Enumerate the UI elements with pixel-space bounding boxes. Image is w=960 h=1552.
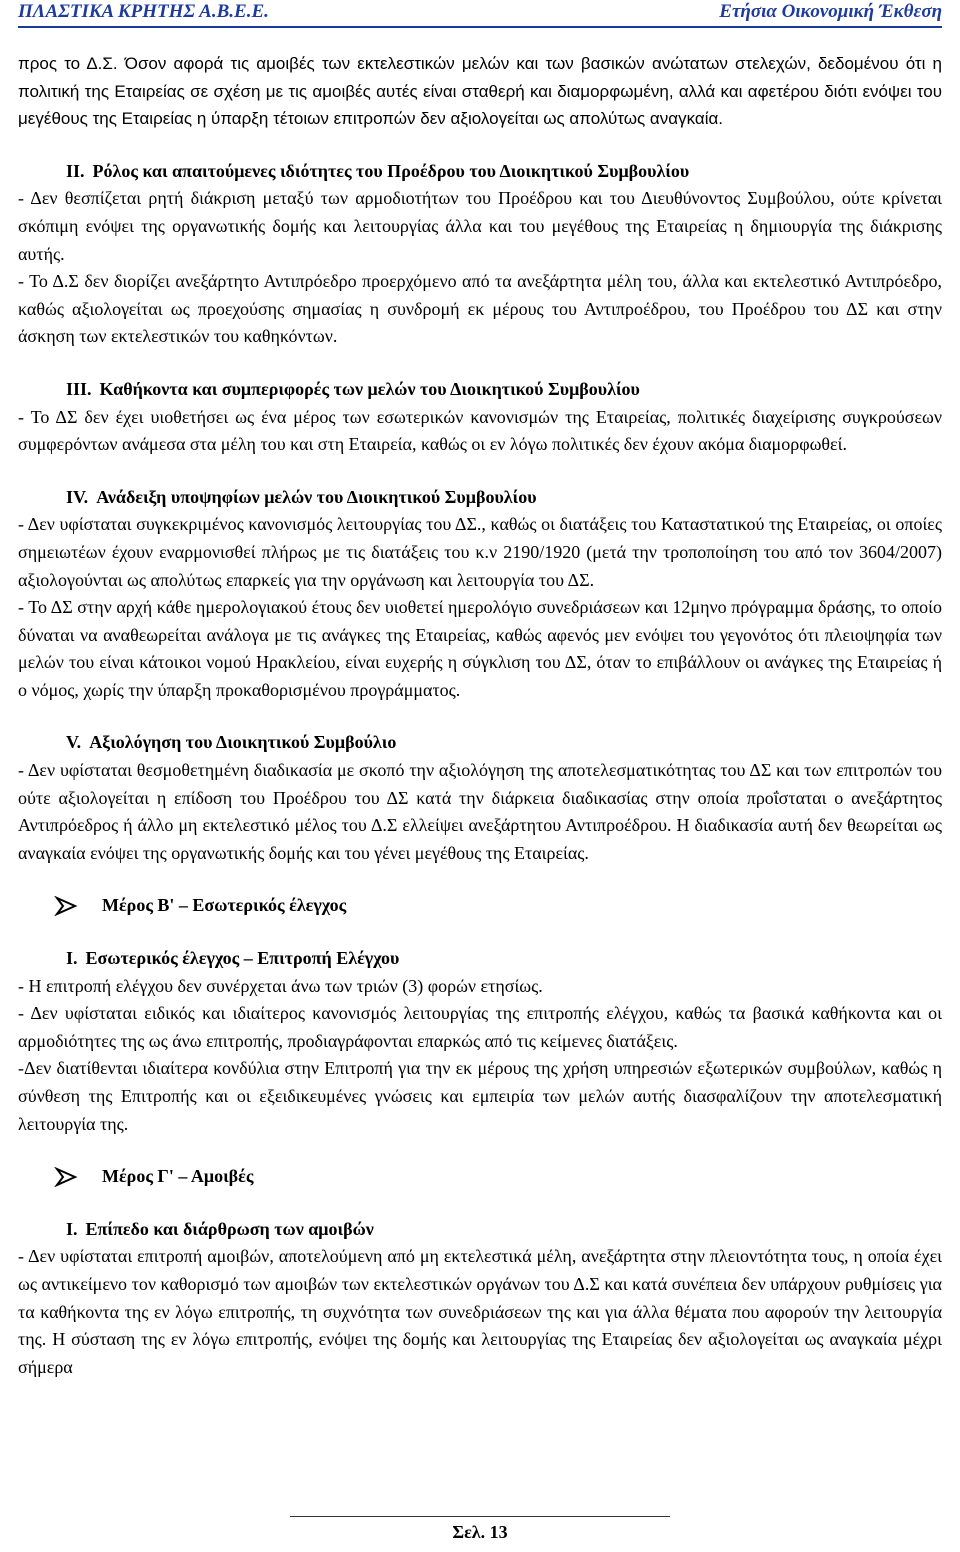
section-number: IV. [66, 486, 89, 507]
paragraph: - Δεν θεσπίζεται ρητή διάκριση μεταξύ των αρμοδιοτήτων του Προέδρου και του Διευθύνοντος Συμβούλου, ούτε κρίνεται σκόπιμη ενόψει της οργανωτικής δομής και λειτουργίας άλλα και του μεγέθους της Εταιρείας η δημιουργία της διάκρισης αυτής. [18, 188, 942, 264]
paragraph: - Το ΔΣ στην αρχή κάθε ημερολογιακού έτους δεν υιοθετεί ημερολόγιο συνεδριάσεων και 12μηνο πρόγραμμα δράσης, το οποίο δύναται να αναθεωρείται ανάλογα με τις ανάγκες της Εταιρείας, καθώς αφενός μεν ενόψει του γεγονότος ότι πλειοψηφία των μελών του είναι κάτοικοι νομού Ηρακλείου, είναι ευχερής η σύγκλιση του ΔΣ, όταν το επιβάλλουν οι ανάγκες της Εταιρείας ή ο νόμος, χωρίς την ύπαρξη προκαθορισμένου προγράμματος. [18, 597, 942, 700]
section-b-i [18, 945, 942, 1138]
section-heading [66, 158, 942, 186]
section-v [18, 729, 942, 867]
section-number: I. [66, 948, 78, 969]
section-iii [18, 376, 942, 459]
section-iv [18, 484, 942, 705]
section-number: V. [66, 732, 82, 753]
arrowhead-bullet-icon [54, 896, 78, 916]
footer-divider [290, 1516, 670, 1517]
part-title: Μέρος Γ' – Αμοιβές [102, 1166, 254, 1187]
page-footer [0, 1510, 960, 1552]
section-title: Ανάδειξη υποψηφίων μελών του Διοικητικού Συμβουλίου [96, 486, 537, 507]
section-heading [66, 729, 942, 757]
paragraph: - Το ΔΣ δεν έχει υιοθετήσει ως ένα μέρος των εσωτερικών κανονισμών της Εταιρείας, πολιτικές διαχείρισης συγκρούσεων συμφερόντων ανάμεσα στα μέλη του και στη Εταιρεία, καθώς οι εν λόγω πολιτικές δεν έχουν ακόμα διαμορφωθεί. [18, 406, 942, 455]
paragraph: - Δεν υφίσταται ειδικός και ιδιαίτερος κανονισμός λειτουργίας της επιτροπής ελέγχου, καθώς τα βασικά καθήκοντα και οι αρμοδιότητες της ως άνω επιτροπής, προδιαγράφονται επαρκώς από τις κείμενες διατάξεις. [18, 1003, 942, 1051]
part-title: Μέρος Β' – Εσωτερικός έλεγχος [102, 895, 347, 916]
section-title: Αξιολόγηση του Διοικητικού Συμβούλιο [89, 732, 397, 753]
section-c-i [18, 1216, 942, 1382]
page-number: Σελ. 13 [452, 1522, 508, 1542]
section-title: Ρόλος και απαιτούμενες ιδιότητες του Προέδρου του Διοικητικού Συμβουλίου [92, 160, 690, 181]
report-title: Ετήσια Οικονομική Έκθεση [719, 1, 942, 22]
section-heading [66, 1216, 942, 1244]
company-name: ΠΛΑΣΤΙΚΑ ΚΡΗΤΗΣ Α.Β.Ε.Ε. [18, 1, 269, 22]
arrowhead-bullet-icon [54, 1167, 78, 1187]
section-heading [66, 945, 942, 973]
section-title: Επίπεδο και διάρθρωση των αμοιβών [85, 1218, 374, 1239]
section-ii [18, 158, 942, 351]
section-title: Εσωτερικός έλεγχος – Επιτροπή Ελέγχου [85, 948, 400, 969]
section-heading [66, 376, 942, 404]
section-heading [66, 484, 942, 512]
part-b-title [54, 892, 942, 920]
section-title: Καθήκοντα και συμπεριφορές των μελών του Διοικητικού Συμβουλίου [99, 378, 640, 399]
paragraph: - Δεν υφίσταται επιτροπή αμοιβών, αποτελούμενη από μη εκτελεστικά μέλη, ανεξάρτητα στην πλειοντότητα τους, η οποία έχει ως αντικείμενο τον καθορισμό των αμοιβών των εκτελεστικών οργάνων του Δ.Σ και κατά συνέπεια δεν υπάρχουν ρυθμίσεις για τα καθήκοντα της εν λόγω επιτροπής, τη συχνότητα των συνεδριάσεων της και για άλλα θέματα που αφορούν την λειτουργία της. Η σύσταση της εν λόγω επιτροπής, ενόψει της δομής και λειτουργίας της Εταιρείας δεν αξιολογείται ως αναγκαία μέχρι σήμερα [18, 1246, 942, 1377]
part-c-title [54, 1163, 942, 1191]
paragraph: - Το Δ.Σ δεν διορίζει ανεξάρτητο Αντιπρόεδρο προερχόμενο από τα ανεξάρτητα μέλη του, άλλα και εκτελεστικό Αντιπρόεδρο, καθώς αξιολογείται ως προεχούσης σημασίας η συνδρομή εκ μέρους του Αντιπροέδρου, του Προέδρου του ΔΣ και στην άσκηση των εκτελεστικών του καθηκόντων. [18, 271, 942, 347]
intro-paragraph: προς το Δ.Σ. Όσον αφορά τις αμοιβές των εκτελεστικών μελών και των βασικών ανώτατων στελεχών, δεδομένου ότι η πολιτική της Εταιρείας σε σχέση με τις αμοιβές αυτές είναι σταθερή και διαμορφωμένη, αλλά και αφετέρου διότι ενόψει του μεγέθους της Εταιρείας η ύπαρξη τέτοιων επιτροπών δεν αξιολογείται ως απολύτως αναγκαία. [18, 54, 942, 129]
section-number: I. [66, 1218, 78, 1239]
paragraph: -Δεν διατίθενται ιδιαίτερα κονδύλια στην Επιτροπή για την εκ μέρους της χρήση υπηρεσιών εξωτερικών συμβούλων, καθώς η σύνθεση της Επιτροπής και οι εξειδικευμένες γνώσεις και εμπειρία των μελών αυτής διασφαλίζουν την αποτελεσματική λειτουργία της. [18, 1058, 942, 1134]
paragraph: - Δεν υφίσταται συγκεκριμένος κανονισμός λειτουργίας του ΔΣ., καθώς οι διατάξεις του Καταστατικού της Εταιρείας, οι οποίες σημειωτέων έχουν εναρμονισθεί πλήρως με τις διατάξεις του κ.ν 2190/1920 (μετά την τροποποίηση του από τον 3604/2007) αξιολογούνται ως απολύτως επαρκείς για την οργάνωση και λειτουργία του ΔΣ. [18, 514, 942, 590]
section-number: III. [66, 378, 92, 399]
paragraph: - Δεν υφίσταται θεσμοθετημένη διαδικασία με σκοπό την αξιολόγηση της αποτελεσματικότητας του ΔΣ και των επιτροπών του ούτε αξιολογείται η επίδοση του Προέδρου του ΔΣ κατά την διάρκεια διαδικασίας στην οποία προΐσταται ο ανεξάρτητος Αντιπρόεδρος ή άλλο μη εκτελεστικό μέλος του Δ.Σ ελλείψει ανεξάρτητου Αντιπροέδρου. Η διαδικασία αυτή δεν θεωρείται ως αναγκαία ενόψει της οργανωτικής δομής και του γένει μεγέθους της Εταιρείας. [18, 760, 942, 863]
page-header [18, 0, 942, 28]
section-number: II. [66, 160, 85, 181]
paragraph: - Η επιτροπή ελέγχου δεν συνέρχεται άνω των τριών (3) φορών ετησίως. [18, 975, 543, 996]
